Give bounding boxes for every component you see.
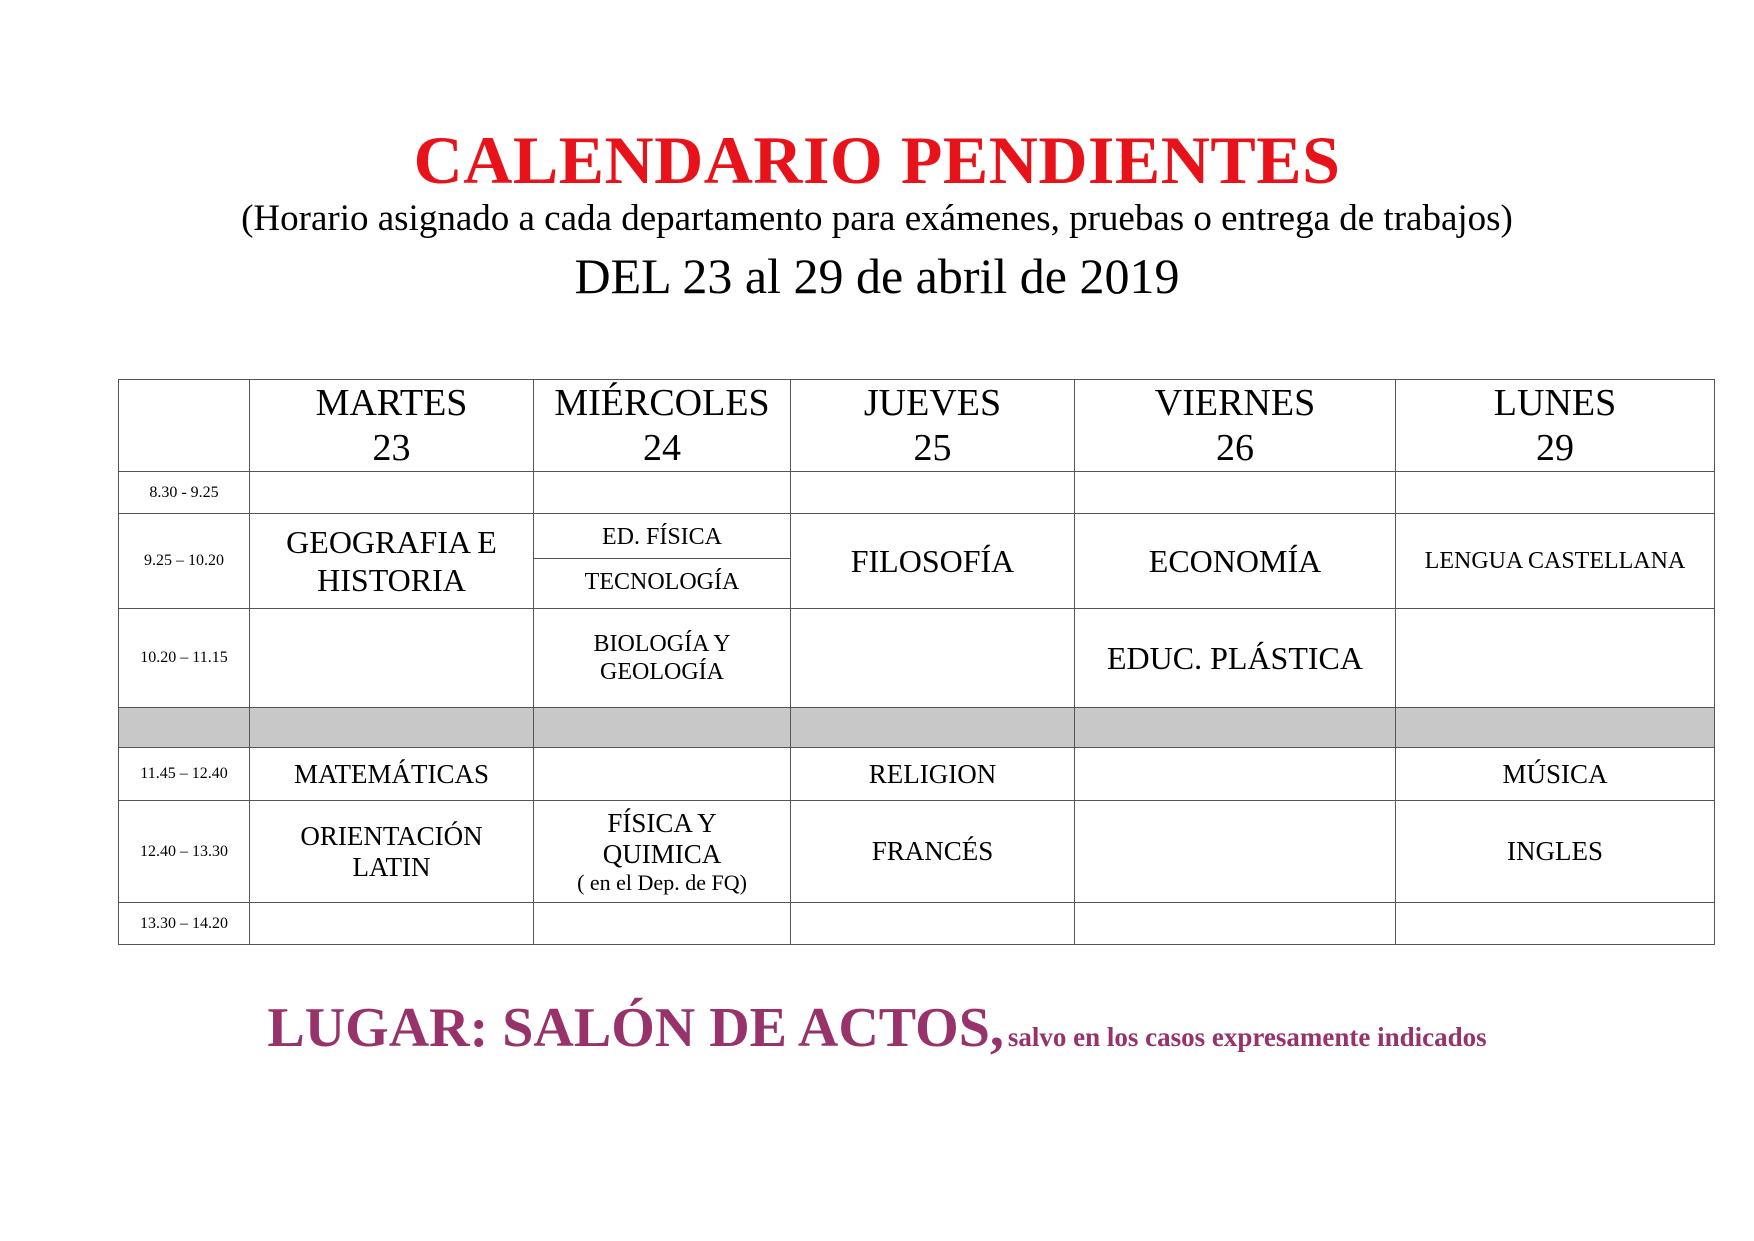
day-header-martes [250,380,534,472]
break-cell [534,708,791,748]
corner-cell [119,380,250,472]
day-number: 24 [643,426,681,469]
schedule-cell [534,748,791,801]
time-slot-label: 8.30 - 9.25 [119,472,250,514]
schedule-cell [250,609,534,708]
day-header-viernes [1075,380,1396,472]
schedule-cell-split [534,514,791,609]
schedule-cell [791,609,1075,708]
time-slot-label: 13.30 – 14.20 [119,903,250,945]
schedule-cell [534,801,791,903]
date-range: DEL 23 al 29 de abril de 2019 [574,248,1180,304]
schedule-entry: TECNOLOGÍA [584,568,740,595]
schedule-entry: LATIN [352,851,431,882]
day-header-lunes [1396,380,1715,472]
table-row [119,903,1715,945]
schedule-cell [250,801,534,903]
schedule-cell [1075,801,1396,903]
day-number: 29 [1536,426,1574,469]
schedule-cell: MATEMÁTICAS [250,748,534,801]
day-number: 26 [1216,426,1254,469]
schedule-cell [1075,748,1396,801]
schedule-cell [791,472,1075,514]
schedule-cell [534,903,791,945]
location-footer [0,993,1754,1063]
schedule-cell: LENGUA CASTELLANA [1396,514,1715,609]
schedule-entry: QUIMICA [602,838,722,869]
time-slot-label: 10.20 – 11.15 [119,609,250,708]
schedule-cell [1396,472,1715,514]
time-slot-label: 12.40 – 13.30 [119,801,250,903]
schedule-cell [791,903,1075,945]
schedule-cell [534,472,791,514]
schedule-cell: EDUC. PLÁSTICA [1075,609,1396,708]
table-row [119,472,1715,514]
table-row [119,801,1715,903]
day-name: JUEVES [863,381,1002,424]
day-name: MARTES [315,381,468,424]
location-note: salvo en los casos expresamente indicados [1007,1022,1487,1052]
schedule-cell [250,472,534,514]
schedule-cell: FRANCÉS [791,801,1075,903]
break-cell [1396,708,1715,748]
schedule-cell: MÚSICA [1396,748,1715,801]
schedule-entry: FÍSICA Y [607,807,717,838]
schedule-cell [1075,472,1396,514]
day-header-miercoles [534,380,791,472]
time-slot-label: 11.45 – 12.40 [119,748,250,801]
schedule-cell [1396,609,1715,708]
schedule-cell: ECONOMÍA [1075,514,1396,609]
schedule-cell [1396,903,1715,945]
schedule-cell [250,903,534,945]
table-row [119,609,1715,708]
schedule-cell: RELIGION [791,748,1075,801]
day-name: LUNES [1493,381,1617,424]
table-row [119,748,1715,801]
schedule-cell: FILOSOFÍA [791,514,1075,609]
break-cell [791,708,1075,748]
schedule-entry: ORIENTACIÓN [300,820,483,851]
page-title: CALENDARIO PENDIENTES [413,122,1341,198]
schedule-cell: INGLES [1396,801,1715,903]
day-number: 23 [372,426,411,469]
header-row [119,380,1715,472]
location-note: ( en el Dep. de FQ) [577,869,747,895]
split-cell [534,517,790,606]
table-row [119,514,1715,609]
page-subtitle: (Horario asignado a cada departamento para exámenes, pruebas o entrega de trabajos) [241,198,1513,239]
schedule-cell: GEOGRAFIA E HISTORIA [250,514,534,609]
break-cell [250,708,534,748]
break-cell [1075,708,1396,748]
schedule-cell [1075,903,1396,945]
location-main: LUGAR: SALÓN DE ACTOS, [267,997,1004,1059]
day-name: VIERNES [1154,381,1316,424]
break-cell [119,708,250,748]
day-name: MIÉRCOLES [554,381,770,424]
schedule-entry: ED. FÍSICA [534,517,790,559]
time-slot-label: 9.25 – 10.20 [119,514,250,609]
schedule-table [118,379,1715,945]
schedule-cell: BIOLOGÍA Y GEOLOGÍA [534,609,791,708]
break-row [119,708,1715,748]
day-number: 25 [913,426,952,469]
day-header-jueves [791,380,1075,472]
